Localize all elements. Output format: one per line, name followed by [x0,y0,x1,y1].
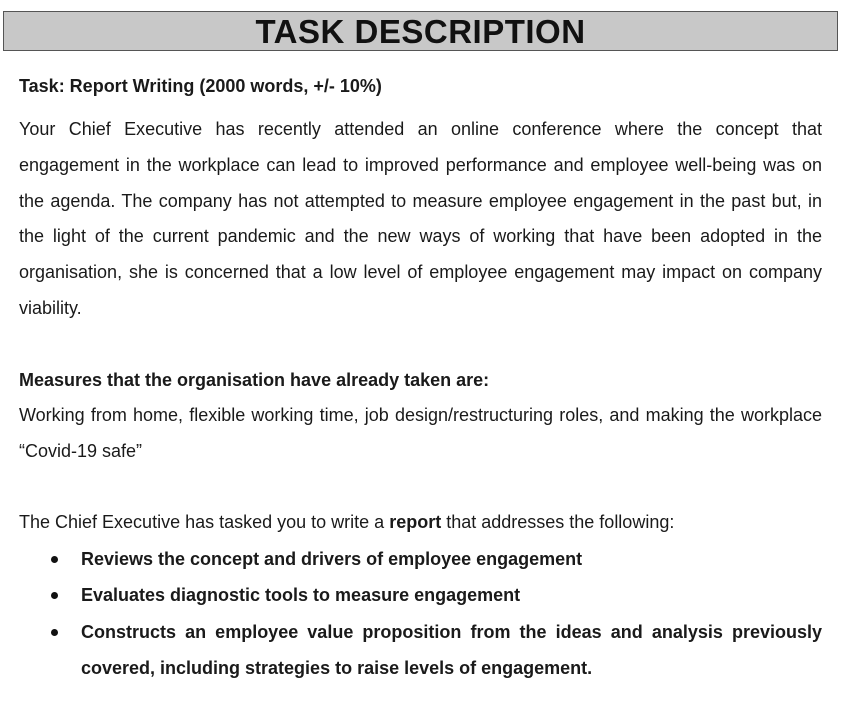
requirements-list [19,541,822,687]
task-line: Task: Report Writing (2000 words, +/- 10%) [19,76,382,96]
request-paragraph [19,505,822,541]
page-title: TASK DESCRIPTION [255,13,586,50]
measures-text: Working from home, flexible working time, job design/restructuring roles, and making the workplace “Covid-19 safe” [19,405,822,461]
list-item-text: Evaluates diagnostic tools to measure engagement [81,585,521,606]
list-item [19,577,822,614]
measures-heading: Measures that the organisation have already taken are: [19,369,490,390]
intro-paragraph: Your Chief Executive has recently attended an online conference where the concept that engagement in the workplace can lead to improved performance and employee well-being was on the agenda. The company has not attempted to measure employee engagement in the past but, in the light of the current pandemic and the new ways of working that have been adopted in the organisation, she is concerned that a low level of employee engagement may impact on company viability. [19,119,822,318]
request-text-bold: report [389,512,442,533]
task-description-header [3,11,838,51]
request-text-after: that addresses the following: [441,512,675,533]
list-item [19,541,822,578]
bullet-icon [51,592,58,599]
bullet-icon [51,629,58,636]
bullet-icon [51,556,58,563]
list-item-text: Reviews the concept and drivers of employee engagement [81,548,583,569]
request-text-before: The Chief Executive has tasked you to write a [19,512,390,533]
list-item [19,614,822,687]
document-body [19,70,822,687]
list-item-text: Constructs an employee value proposition from the ideas and analysis previously covered, including strategies to raise levels of engagement. [81,621,822,679]
